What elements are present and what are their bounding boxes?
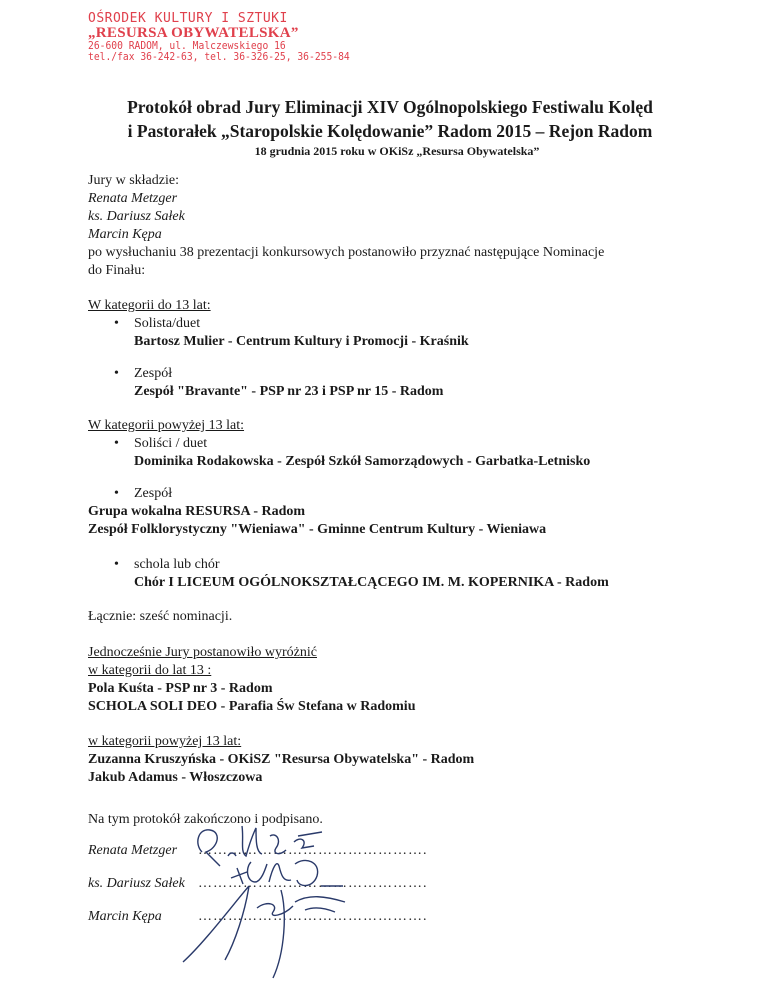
bullet-icon: •: [114, 436, 119, 451]
signature-line-3: ……………………………………….: [198, 909, 428, 924]
distinctions-category-1-heading: w kategorii do lat 13 :: [88, 663, 212, 678]
category-1-sub-2-entry: Zespół "Bravante" - PSP nr 23 i PSP nr 15 - Radom: [134, 384, 444, 399]
stamp-line-1: OŚRODEK KULTURY I SZTUKI: [88, 11, 288, 26]
signature-label-1: Renata Metzger: [88, 843, 178, 858]
category-1-sub-1-label: Solista/duet: [134, 316, 201, 331]
bullet-icon: •: [114, 366, 119, 381]
jury-member-1: Renata Metzger: [88, 191, 178, 206]
jury-member-2: ks. Dariusz Sałek: [88, 209, 185, 224]
stamp-line-3: 26-600 RADOM, ul. Malczewskiego 16: [88, 40, 286, 53]
intro-line-1: po wysłuchaniu 38 prezentacji konkursowych postanowiło przyznać następujące Nominacje: [88, 245, 605, 260]
jury-member-3: Marcin Kępa: [88, 227, 162, 242]
bullet-icon: •: [114, 316, 119, 331]
handwritten-signature-3: [175, 882, 365, 982]
bullet-icon: •: [114, 557, 119, 572]
category-2-sub-1-label: Soliści / duet: [134, 436, 208, 451]
distinction-entry-1: Pola Kuśta - PSP nr 3 - Radom: [88, 681, 273, 696]
signature-label-3: Marcin Kępa: [88, 909, 162, 924]
document-title-line-2: i Pastorałek „Staropolskie Kolędowanie” Radom 2015 – Rejon Radom: [127, 121, 653, 141]
intro-line-2: do Finału:: [88, 263, 146, 278]
category-2-sub-3-entry: Chór I LICEUM OGÓLNOKSZTAŁCĄCEGO IM. M. KOPERNIKA - Radom: [134, 575, 609, 590]
category-2-sub-3-label: schola lub chór: [134, 557, 220, 572]
institution-stamp: [88, 12, 372, 63]
category-2-sub-2-entry-2: Zespół Folklorystyczny "Wieniawa" - Gminne Centrum Kultury - Wieniawa: [88, 522, 547, 537]
category-1-sub-1-entry: Bartosz Mulier - Centrum Kultury i Promocji - Kraśnik: [134, 334, 469, 349]
distinction-entry-2: SCHOLA SOLI DEO - Parafia Św Stefana w Radomiu: [88, 699, 416, 714]
bullet-icon: •: [114, 486, 119, 501]
distinction-entry-4: Jakub Adamus - Włoszczowa: [88, 770, 263, 785]
category-2-sub-1-entry: Dominika Rodakowska - Zespół Szkół Samorządowych - Garbatka-Letnisko: [134, 454, 591, 469]
signature-label-2: ks. Dariusz Sałek: [88, 876, 185, 891]
nominations-total: Łącznie: sześć nominacji.: [88, 609, 233, 624]
category-1-sub-2-label: Zespół: [134, 366, 173, 381]
stamp-line-4: tel./fax 36-242-63, tel. 36-326-25, 36-255-84: [88, 51, 350, 64]
distinction-entry-3: Zuzanna Kruszyńska - OKiSZ "Resursa Obywatelska" - Radom: [88, 752, 475, 767]
document-title-line-1: Protokół obrad Jury Eliminacji XIV Ogólnopolskiego Festiwalu Kolęd: [127, 97, 653, 117]
category-2-heading: W kategorii powyżej 13 lat:: [88, 418, 245, 433]
jury-heading: Jury w składzie:: [88, 173, 179, 188]
category-2-sub-2-entry-1: Grupa wokalna RESURSA - Radom: [88, 504, 306, 519]
category-1-heading: W kategorii do 13 lat:: [88, 298, 211, 313]
closing-statement: Na tym protokół zakończono i podpisano.: [88, 812, 323, 827]
category-2-sub-2-label: Zespół: [134, 486, 173, 501]
signature-line-2: ……………………………………….: [198, 876, 428, 891]
distinctions-category-2-heading: w kategorii powyżej 13 lat:: [88, 734, 242, 749]
document-date-place: 18 grudnia 2015 roku w OKiSz „Resursa Obywatelska”: [254, 144, 540, 158]
signature-line-1: ……………………………………….: [198, 843, 428, 858]
stamp-line-2: „RESURSA OBYWATELSKA”: [88, 24, 299, 41]
distinctions-heading: Jednocześnie Jury postanowiło wyróżnić: [88, 645, 317, 660]
